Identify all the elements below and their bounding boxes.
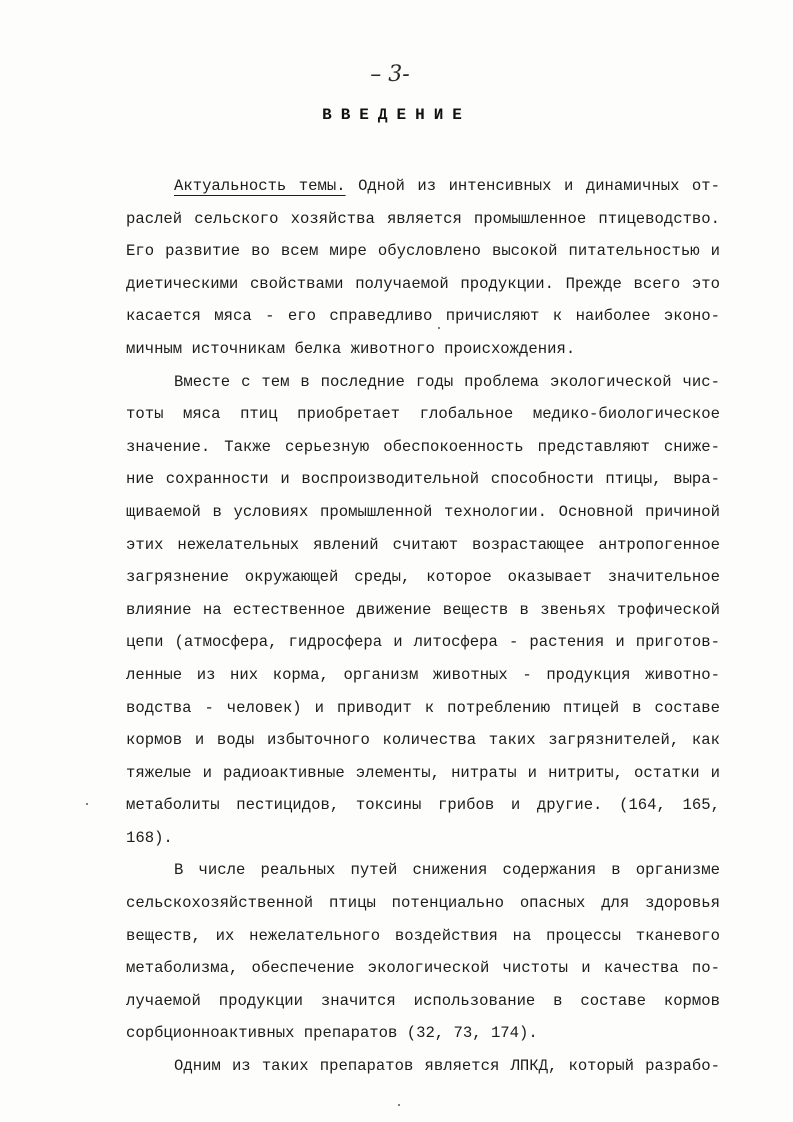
- text-line: тяжелые и радиоактивные элементы, нитраты и нитриты, остатки и: [126, 763, 720, 782]
- text-line: метаболиты пестицидов, токсины грибов и другие. (164, 165,: [126, 796, 720, 815]
- text-line: В числе реальных путей снижения содержания в организме: [174, 861, 720, 880]
- page-title: ВВЕДЕНИЕ: [322, 106, 471, 124]
- text-line: Его развитие во всем мире обусловлено высокой питательностью и: [126, 242, 720, 261]
- text-line: ние сохранности и воспроизводительной способности птицы, выра-: [126, 470, 720, 489]
- scan-speck: [86, 803, 88, 805]
- document-body: [126, 170, 720, 1083]
- text-line: щиваемой в условиях промышленной технологии. Основной причиной: [126, 502, 720, 521]
- text-line: Одним из таких препаратов является ЛПКД, который разрабо-: [174, 1057, 720, 1076]
- text-line: Вместе с тем в последние годы проблема экологической чис-: [174, 372, 720, 391]
- page-number: – 3-: [370, 62, 410, 87]
- text-line: загрязнение окружающей среды, которое оказывает значительное: [126, 568, 720, 587]
- text-line: водства - человек) и приводит к потреблению птицей в составе: [126, 698, 720, 717]
- text-line: значение. Также серьезную обеспокоенность представляют сниже-: [126, 437, 720, 456]
- text-line: влияние на естественное движение веществ в звеньях трофической: [126, 600, 720, 619]
- scan-speck: [398, 1104, 400, 1106]
- scan-speck: [438, 327, 440, 329]
- text-line: лучаемой продукции значится использование в составе кормов: [126, 991, 720, 1010]
- text-line: ленные из них корма, организм животных - продукция животно-: [126, 665, 720, 684]
- text-line: кормов и воды избыточного количества таких загрязнителей, как: [126, 731, 720, 750]
- section-lead-underlined: Актуальность темы.: [174, 177, 346, 195]
- text-line-content: Одной из интенсивных и динамичных от-: [358, 177, 720, 195]
- text-line: касается мяса - его справедливо причисляют к наиболее эконо-: [126, 307, 720, 326]
- text-line: веществ, их нежелательного воздействия на процессы тканевого: [126, 926, 720, 945]
- text-line: сельскохозяйственной птицы потенциально опасных для здоровья: [126, 894, 720, 913]
- text-line: [126, 170, 720, 203]
- text-line: раслей сельского хозяйства является промышленное птицеводство.: [126, 209, 720, 228]
- text-line: тоты мяса птиц приобретает глобальное медико-биологическое: [126, 405, 720, 424]
- text-line: мичным источникам белка животного происхождения.: [126, 339, 576, 358]
- text-line: метаболизма, обеспечение экологической чистоты и качества по-: [126, 959, 720, 978]
- text-line: сорбционноактивных препаратов (32, 73, 174).: [126, 1024, 538, 1043]
- text-line: этих нежелательных явлений считают возрастающее антропогенное: [126, 535, 720, 554]
- text-line: диетическими свойствами получаемой продукции. Прежде всего это: [126, 274, 720, 293]
- text-line: цепи (атмосфера, гидросфера и литосфера - растения и приготов-: [126, 633, 720, 652]
- text-line: 168).: [126, 828, 173, 847]
